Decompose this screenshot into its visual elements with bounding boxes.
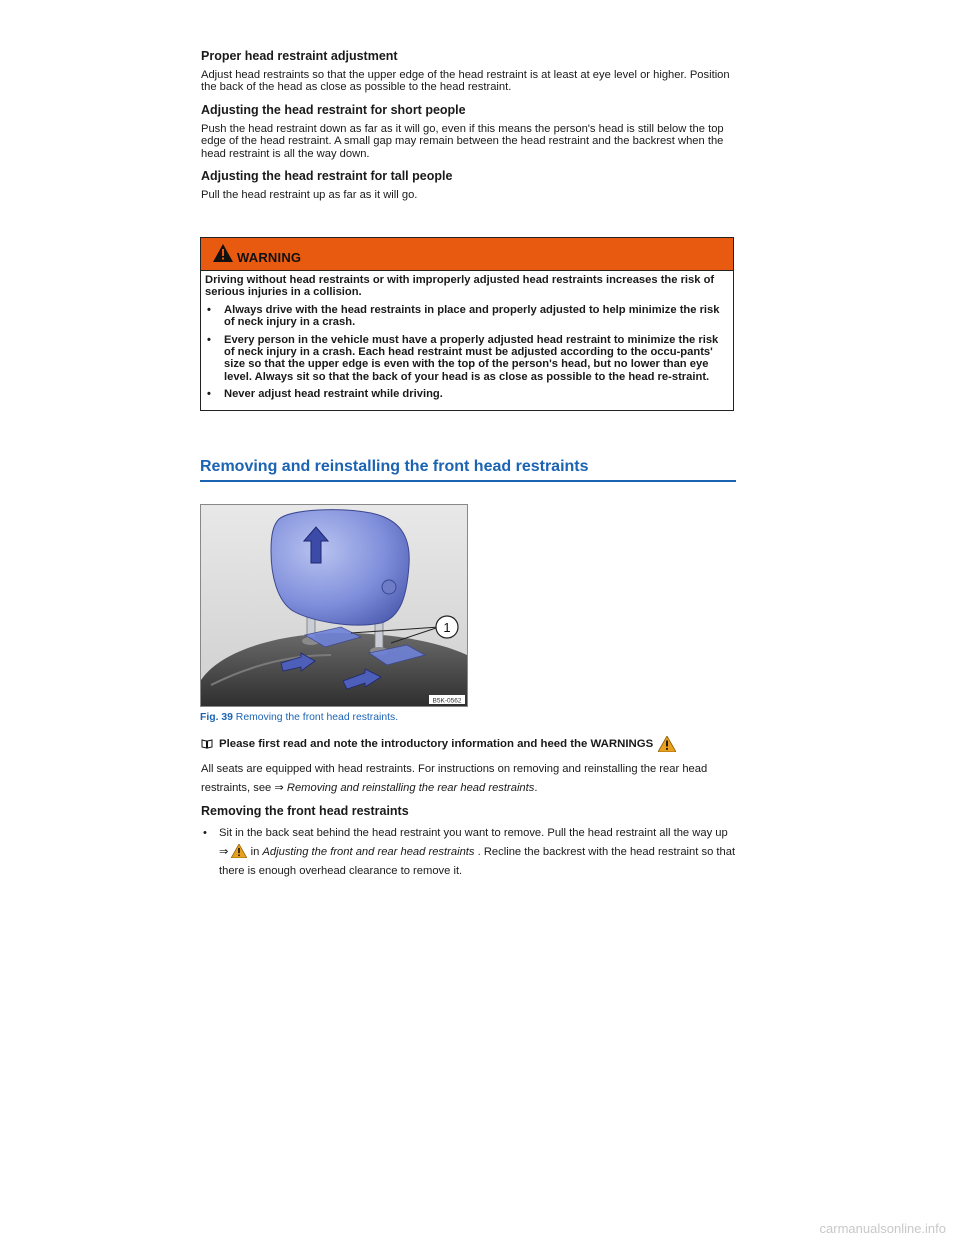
lower-text [201, 736, 737, 881]
warning-intro: Driving without head restraints or with improperly adjusted head restraints increases the risk of serious injuries in a collision. [205, 274, 715, 299]
bullet-icon: • [207, 333, 211, 346]
removing-item-text [219, 824, 737, 881]
warning-item-text: Never adjust head restraint while driving. [224, 388, 443, 401]
warning-icon [231, 844, 247, 858]
intro-note-text: Please first read and note the introductory information and heed the WARNINGS [219, 738, 654, 750]
figure-label: Fig. 39 [200, 712, 233, 723]
warning-item [205, 304, 729, 329]
warning-item-text: Every person in the vehicle must have a properly adjusted head restraint to minimize the risk of neck injury in a crash. Each head restraint must be adjusted according to the occu-pants' size so that the upper edge is even with the top of the person's head, but no lower than eye level. Always sit so that the back of your head is as close as possible to the head re-straint. [224, 333, 719, 383]
bullet-icon: • [207, 388, 211, 401]
arrow-icon: ⇒ [274, 782, 284, 794]
watermark: carmanualsonline.info [819, 1221, 946, 1236]
figure-code: B5K-0562 [432, 697, 462, 705]
arrow-icon: ⇒ [219, 846, 229, 858]
warning-label: WARNING [237, 250, 302, 265]
text-proper-adjustment: Adjust head restraints so that the upper edge of the head restraint is at least at eye level or higher. Position the back of the head as close as possible to the head restraint. [201, 69, 730, 94]
intro-note [201, 736, 737, 752]
warning-item [205, 388, 729, 400]
heading-short-people: Adjusting the head restraint for short people [201, 102, 466, 117]
rear-restraints-link[interactable]: Removing and reinstalling the rear head restraints [283, 782, 535, 794]
warning-icon [213, 244, 233, 262]
callout-number: 1 [443, 620, 451, 635]
removing-item [201, 824, 737, 881]
text-tall-people: Pull the head restraint up as far as it will go. [201, 189, 418, 202]
figure-caption [200, 712, 398, 723]
head-restraint-figure [200, 504, 468, 707]
warning-body [201, 271, 733, 410]
heading-removing: Removing the front head restraints [201, 804, 409, 818]
warning-header [201, 238, 733, 271]
heading-tall-people: Adjusting the head restraint for tall people [201, 169, 453, 184]
text-short-people: Push the head restraint down as far as it will go, even if this means the person's head is still below the top edge of the head restraint. A small gap may remain between the head restraint and the backrest when the head restraint is all the way down. [201, 122, 724, 160]
section-heading: Removing and reinstalling the front head restraints [200, 458, 736, 482]
warning-item-text: Always drive with the head restraints in place and properly adjusted to help minimize the risk of neck injury in a crash. [224, 303, 720, 329]
figure-caption-text: Removing the front head restraints. [232, 712, 399, 723]
heading-proper-adjustment: Proper head restraint adjustment [201, 49, 398, 63]
intro-paragraph [201, 760, 737, 798]
paragraph-text: All seats are equipped with head restraints. For instructions on removing and reinstalling the rear head restraints, see [201, 763, 708, 794]
book-icon [201, 739, 213, 749]
warning-item [205, 334, 729, 384]
adjusting-restraints-link[interactable]: Adjusting the front and rear head restraints [262, 846, 475, 858]
removing-in: in [247, 846, 263, 858]
removing-text-a: Sit in the back seat behind the head restraint you want to remove. Pull the head restraint all the way up [219, 827, 728, 839]
bullet-icon: • [207, 303, 211, 316]
warning-icon [658, 736, 676, 752]
bullet-icon: • [203, 827, 207, 839]
head-restraint-illustration [201, 505, 467, 706]
removing-text-b: . Recline the backrest with the head restraint so that there is enough overhead clearance to remove it. [219, 846, 736, 877]
paragraph-end: . [534, 782, 538, 794]
warning-box [200, 237, 734, 411]
top-text [201, 48, 737, 209]
